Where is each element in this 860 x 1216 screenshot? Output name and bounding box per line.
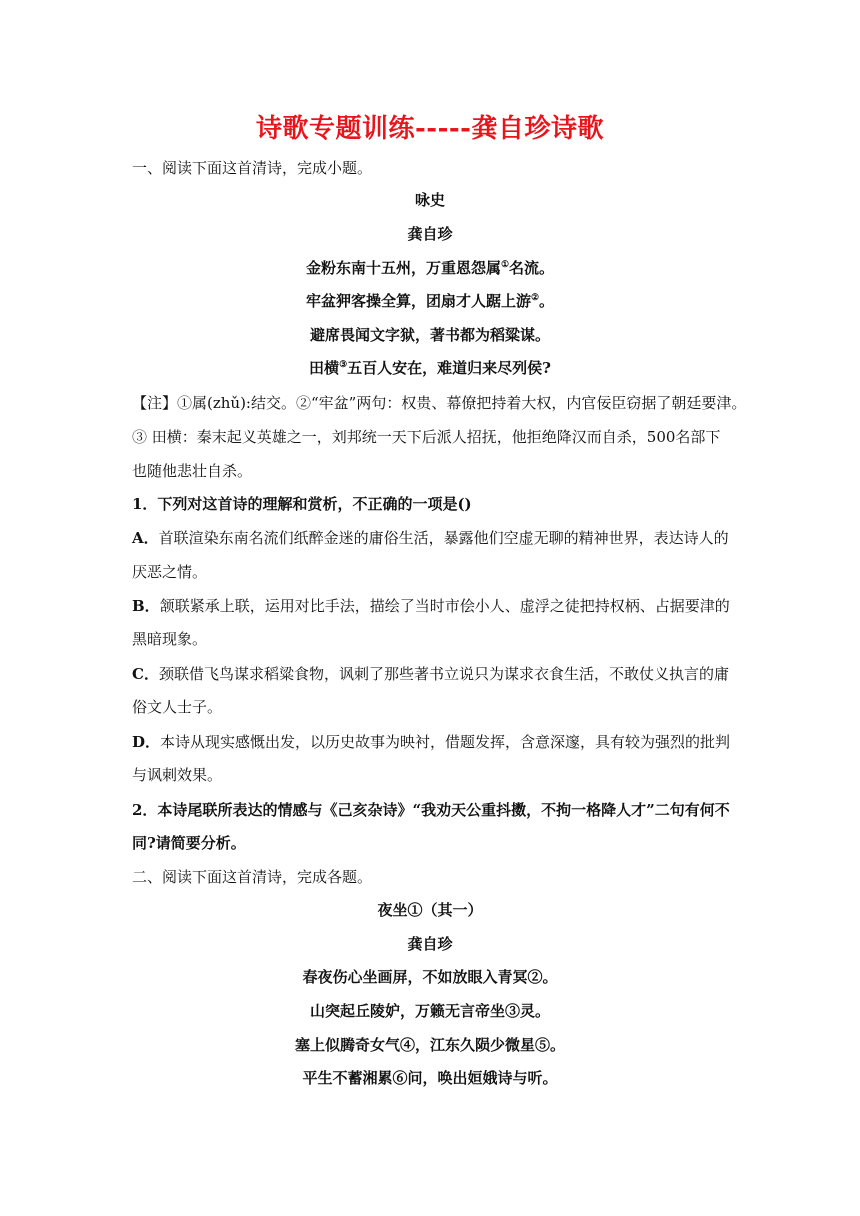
option-d-label: D．	[132, 733, 161, 751]
question-2-line-1: 2．本诗尾联所表达的情感与《己亥杂诗》“我劝天公重抖擞，不拘一格降人才”二句有何不	[132, 801, 730, 819]
poem2-line-1: 春夜伤心坐画屏，不如放眼入青冥②。	[302, 968, 558, 986]
poem1-title: 咏史	[414, 191, 445, 209]
option-b-label: B．	[132, 597, 160, 615]
poem2-line-3: 塞上似腾奇女气④，江东久陨少微星⑤。	[294, 1036, 565, 1054]
question-2-line-2: 同?请简要分析。	[132, 834, 246, 852]
option-c-line-1: C．颈联借飞鸟谋求稻粱食物，讽刺了那些著书立说只为谋求衣食生活，不敢仗义执言的庸	[132, 665, 729, 683]
poem2-line-2: 山突起丘陵妒，万籁无言帝坐③灵。	[309, 1002, 550, 1020]
poem2-line-4: 平生不蓄湘累⑥问，唤出姮娥诗与听。	[302, 1069, 558, 1087]
poem2-title: 夜坐①（其一）	[377, 901, 483, 919]
option-d-line-1: D．本诗从现实感慨出发，以历史故事为映衬，借题发挥，含意深邃，具有较为强烈的批判	[132, 733, 731, 751]
question-1: 1．下列对这首诗的理解和赏析，不正确的一项是()	[132, 495, 472, 513]
poem1-line-3: 避席畏闻文字狱，著书都为稻粱谋。	[309, 326, 550, 344]
poem1-line-2: 牢盆狎客操全算，团扇才人踞上游②。	[305, 292, 555, 310]
section2-heading: 二、阅读下面这首清诗，完成各题。	[132, 868, 373, 886]
option-a-label: A．	[132, 529, 159, 547]
option-c-line-2: 俗文人士子。	[132, 698, 223, 716]
option-c-label: C．	[132, 665, 159, 683]
poem1-author: 龚自珍	[407, 225, 453, 243]
note-line-2: ③ 田横：秦末起义英雄之一，刘邦统一天下后派人招抚，他拒绝降汉而自杀，500名部下	[132, 428, 721, 446]
section1-heading: 一、阅读下面这首清诗，完成小题。	[132, 159, 373, 177]
option-a-line-2: 厌恶之情。	[132, 563, 208, 581]
option-b-line-1: B．颔联紧承上联，运用对比手法，描绘了当时市侩小人、虚浮之徒把持权柄、占据要津的	[132, 597, 730, 615]
poem1-line-4: 田横③五百人安在，难道归来尽列侯?	[309, 359, 551, 377]
option-b-line-2: 黑暗现象。	[132, 630, 208, 648]
poem1-line-1: 金粉东南十五州，万重恩怨属①名流。	[305, 259, 555, 277]
option-a-line-1: A．首联渲染东南名流们纸醉金迷的庸俗生活，暴露他们空虚无聊的精神世界，表达诗人的	[132, 529, 729, 547]
option-d-line-2: 与讽刺效果。	[132, 766, 223, 784]
poem2-author: 龚自珍	[407, 935, 453, 953]
document-title: 诗歌专题训练-----龚自珍诗歌	[256, 114, 604, 144]
note-line-3: 也随他悲壮自杀。	[132, 462, 253, 480]
note-line-1: 【注】①属(zhǔ):结交。②“牢盆”两句：权贵、幕僚把持着大权，内官佞臣窃据了朝廷要津。	[132, 394, 747, 412]
